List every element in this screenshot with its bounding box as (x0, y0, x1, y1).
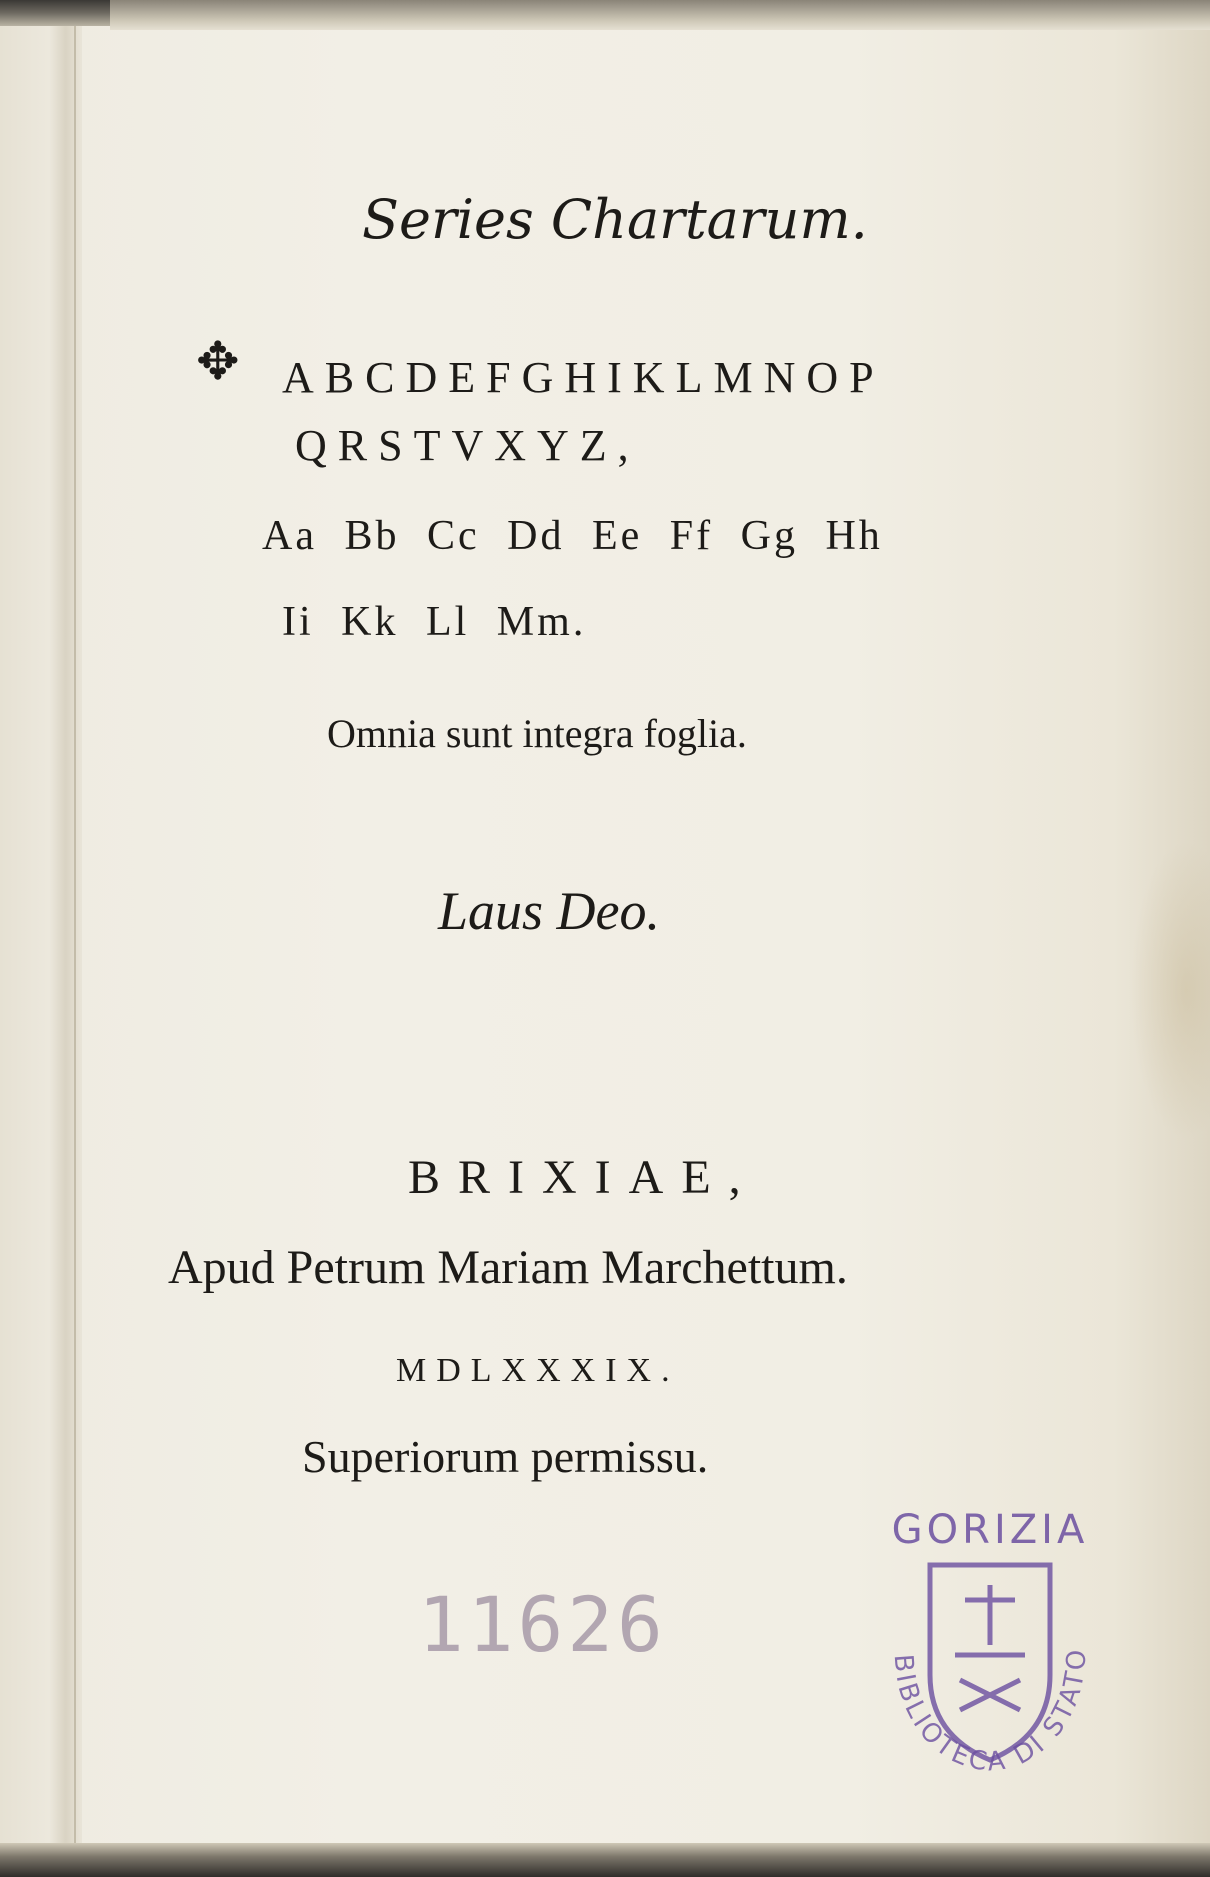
library-stamp (855, 1505, 1125, 1805)
imprint-year: MDLXXXIX. (396, 1352, 680, 1389)
laus-deo: Laus Deo. (438, 881, 661, 941)
shield-emblem (955, 1585, 1025, 1710)
imprint-city: BRIXIAE, (408, 1151, 759, 1204)
pairs-line-2: Ii Kk Ll Mm. (282, 599, 587, 645)
water-stain (1130, 840, 1210, 1140)
gutter-fold (74, 26, 76, 1843)
accession-number-stamp: 11626 (418, 1580, 667, 1669)
stamp-ring-path-text: BIBLIOTECA DI STATO (887, 1646, 1093, 1778)
page-title: Series Chartarum. (362, 188, 868, 251)
alphabet-line-2: QRSTVXYZ, (295, 421, 640, 470)
bottom-edge (0, 1843, 1210, 1877)
alphabet-line-1: ABCDEFGHIKLMNOP (282, 353, 885, 402)
pairs-line-1: Aa Bb Cc Dd Ee Ff Gg Hh (262, 513, 883, 559)
binding-board (110, 0, 1210, 30)
gutter (0, 26, 82, 1843)
stamp-ring-text (888, 1646, 1093, 1777)
integra-note: Omnia sunt integra foglia. (327, 711, 747, 756)
register-mark: ✥ (196, 332, 240, 392)
imprint-printer: Apud Petrum Mariam Marchettum. (168, 1241, 848, 1294)
stamp-top-text: GORIZIA (891, 1507, 1089, 1553)
permission-note: Superiorum permissu. (302, 1431, 709, 1482)
